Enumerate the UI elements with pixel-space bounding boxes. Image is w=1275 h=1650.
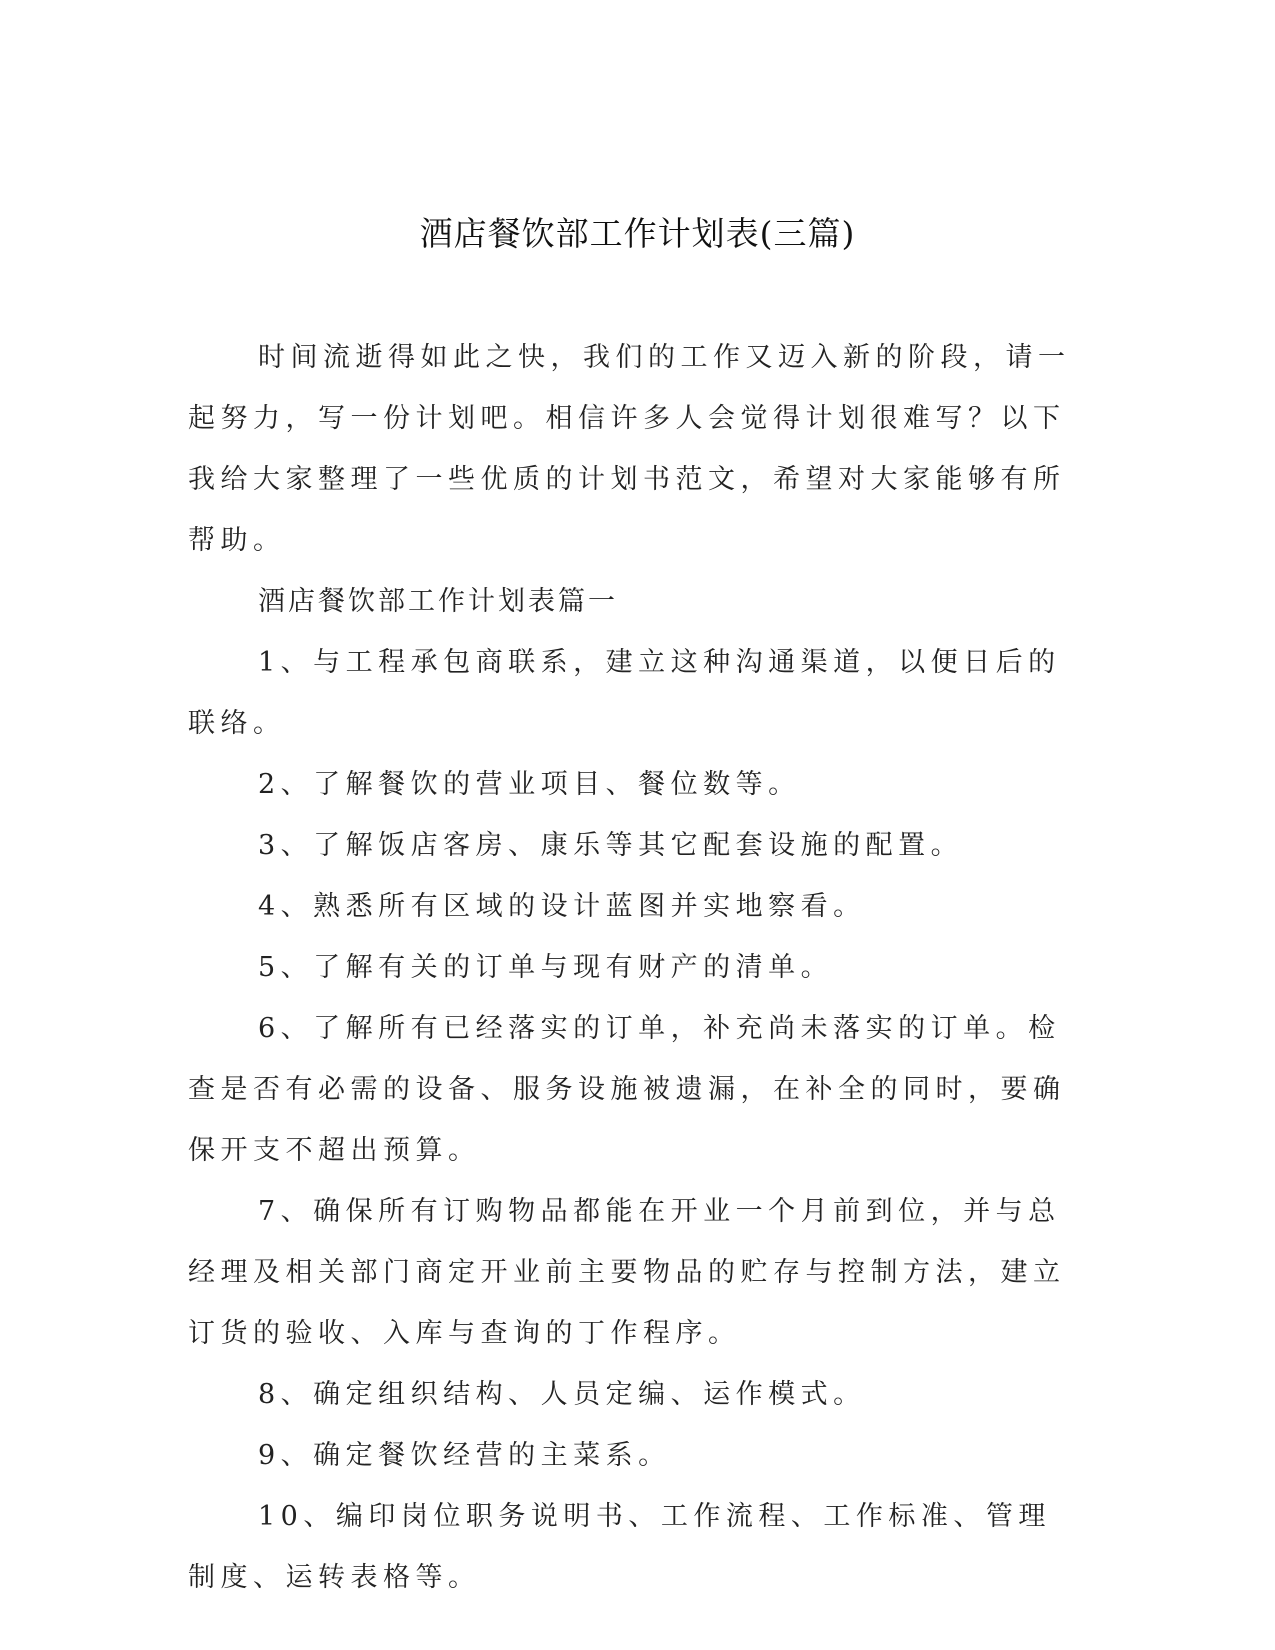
list-item: 5、了解有关的订单与现有财产的清单。 [258, 952, 834, 983]
list-item: 3、了解饭店客房、康乐等其它配套设施的配置。 [258, 830, 964, 861]
list-item: 4、熟悉所有区域的设计蓝图并实地察看。 [258, 891, 866, 922]
document-body [188, 327, 1078, 1608]
list-item: 8、确定组织结构、人员定编、运作模式。 [258, 1379, 866, 1410]
list-item: 7、确保所有订购物品都能在开业一个月前到位，并与总经理及相关部门商定开业前主要物品的贮存与控制方法，建立订货的验收、入库与查询的丁作程序。 [188, 1196, 1066, 1349]
list-item: 10、编印岗位职务说明书、工作流程、工作标准、管理制度、运转表格等。 [188, 1501, 1051, 1593]
document-title: 酒店餐饮部工作计划表(三篇) [419, 214, 856, 253]
section-heading: 酒店餐饮部工作计划表篇一 [258, 586, 618, 617]
list-item: 1、与工程承包商联系，建立这种沟通渠道，以便日后的联络。 [188, 647, 1061, 739]
intro-paragraph: 时间流逝得如此之快，我们的工作又迈入新的阶段，请一起努力，写一份计划吧。相信许多人会觉得计划很难写？以下我给大家整理了一些优质的计划书范文，希望对大家能够有所帮助。 [188, 342, 1071, 556]
list-item: 2、了解餐饮的营业项目、餐位数等。 [258, 769, 801, 800]
list-item: 6、了解所有已经落实的订单，补充尚未落实的订单。检查是否有必需的设备、服务设施被遗漏，在补全的同时，要确保开支不超出预算。 [188, 1013, 1066, 1166]
list-item: 9、确定餐饮经营的主菜系。 [258, 1440, 671, 1471]
